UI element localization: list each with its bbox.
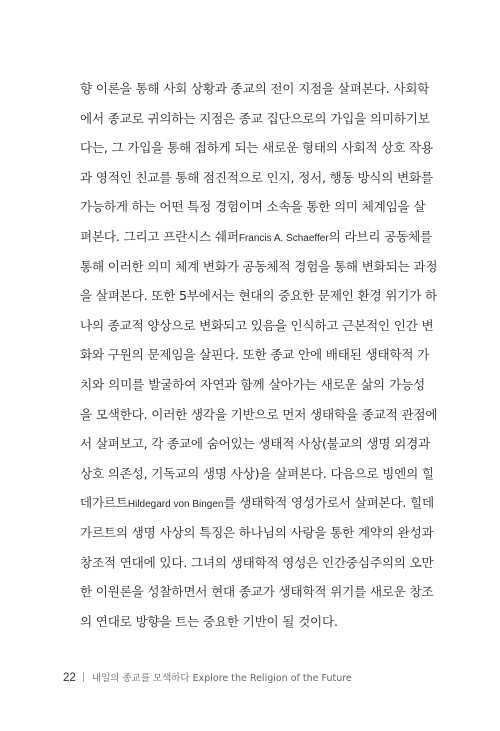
running-title: 내일의 종교를 모색하다 Explore the Religion of the Future — [91, 673, 352, 684]
text-line — [80, 222, 433, 252]
text-segment: 데가르트 — [80, 495, 128, 511]
text-line: 의 연대로 방향을 트는 중요한 기반이 될 것이다. — [80, 613, 338, 629]
text-line: 화와 구원의 문제임을 살핀다. 또한 종교 안에 배태된 생태학적 가 — [80, 347, 430, 363]
text-line: 치와 의미를 발굴하여 자연과 함께 살아가는 새로운 삶의 가능성 — [80, 376, 425, 392]
page-number: 22 — [63, 672, 76, 684]
text-line: 서 살펴보고, 각 종교에 숨어있는 생태적 사상(불교의 생명 외경과 — [80, 436, 431, 452]
text-line — [80, 488, 434, 518]
page-footer — [63, 670, 352, 686]
latin-name-hildegard: Hildegard von Bingen — [127, 499, 224, 511]
body-text — [80, 74, 438, 636]
text-line: 창조적 연대에 있다. 그녀의 생태학적 영성은 인간중심주의의 오만 — [80, 554, 434, 570]
footer-separator — [83, 672, 84, 682]
text-line: 다는, 그 가입을 통해 접하게 되는 새로운 형태의 사회적 상호 작용 — [80, 140, 433, 156]
text-segment: 의 라브리 공동체를 — [328, 228, 433, 244]
text-segment: 를 생태학적 영성가로서 살펴본다. 힐데 — [223, 495, 434, 511]
latin-name-schaeffer: Francis A. Schaeffer — [238, 232, 329, 244]
text-line: 을 모색한다. 이러한 생각을 기반으로 먼저 생태학을 종교적 관점에 — [80, 406, 438, 422]
text-line: 가르트의 생명 사상의 특징은 하나님의 사랑을 통한 계약의 완성과 — [80, 524, 434, 540]
text-line: 에서 종교로 귀의하는 지점은 종교 집단으로의 가입을 의미하기보 — [80, 110, 430, 126]
text-line: 한 이원론을 성찰하면서 현대 종교가 생태학적 위기를 새로운 창조 — [80, 584, 434, 600]
text-line: 나의 종교적 양상으로 변화되고 있음을 인식하고 근본적인 인간 변 — [80, 317, 434, 333]
text-line: 향 이론을 통해 사회 상황과 종교의 전이 지점을 살펴본다. 사회학 — [80, 81, 430, 96]
text-line: 통해 이러한 의미 체계 변화가 공동체적 경험을 통해 변화되는 과정 — [80, 258, 438, 274]
text-segment: 펴본다. 그리고 프란시스 쉐퍼 — [80, 228, 239, 244]
text-line: 과 영적인 친교를 통해 점진적으로 인지, 정서, 행동 방식의 변화를 — [80, 169, 433, 185]
text-line: 가능하게 하는 어떤 특정 경험이며 소속을 통한 의미 체계임을 살 — [80, 199, 426, 215]
text-line: 상호 의존성, 기독교의 생명 사상)을 살펴본다. 다음으로 빙엔의 힐 — [80, 465, 434, 481]
text-line: 을 살펴본다. 또한 5부에서는 현대의 중요한 문제인 환경 위기가 하 — [80, 288, 437, 304]
